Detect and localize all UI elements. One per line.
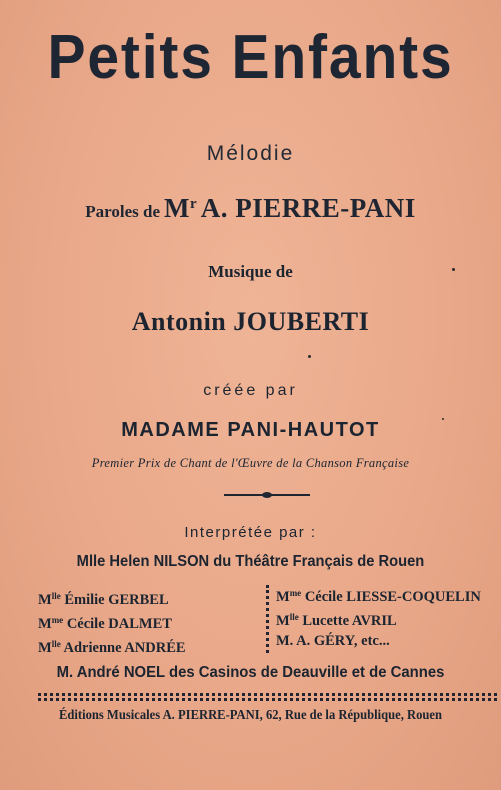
performers-right-column	[276, 581, 481, 653]
performer-title-sup: me	[289, 588, 302, 598]
performer-row	[276, 581, 481, 605]
lyrics-title-sup: r	[190, 196, 197, 212]
performer-name: Lucette AVRIL	[302, 613, 397, 629]
creator-honorific: MADAME	[121, 419, 221, 441]
performer-row	[276, 629, 481, 653]
performer-name: Cécile LIESSE-COQUELIN	[304, 589, 481, 605]
paper-speck	[442, 418, 444, 420]
performer-row	[38, 608, 186, 632]
creator-credit	[0, 419, 501, 442]
column-separator	[266, 585, 269, 653]
performer-title-sup: lle	[51, 639, 61, 649]
creator-award: Premier Prix de Chant de l'Œuvre de la Chanson Française	[91, 456, 410, 470]
lead-performer: Mlle Helen NILSON du Théâtre Français de Rouen	[76, 553, 425, 570]
lyricist-name: A. PIERRE-PANI	[200, 193, 416, 223]
performer-title-sup: me	[51, 615, 64, 625]
lyrics-title-abbr: M	[164, 193, 191, 223]
performers-left-column	[38, 584, 186, 656]
closing-performer: M. André NOEL des Casinos de Deauville et de Cannes	[56, 664, 445, 681]
performed-prefix: Interprétée par :	[184, 524, 317, 541]
performer-name: M. A. GÉRY, etc...	[276, 633, 390, 649]
performer-title: M	[276, 589, 290, 605]
performer-title: M	[38, 592, 52, 608]
performer-row	[38, 632, 186, 656]
performer-row	[38, 584, 186, 608]
paper-speck	[308, 355, 311, 358]
performer-title: M	[38, 616, 52, 632]
performer-row	[276, 605, 481, 629]
ornamental-divider	[224, 494, 310, 496]
performer-title-sup: lle	[51, 591, 61, 601]
lyrics-prefix: Paroles de	[85, 202, 161, 221]
performer-title-sup: lle	[289, 612, 299, 622]
song-genre: Mélodie	[206, 142, 295, 165]
performer-name: Émilie GERBEL	[64, 592, 169, 608]
publisher-line: Éditions Musicales A. PIERRE-PANI, 62, Rue de la République, Rouen	[58, 708, 443, 723]
lyrics-credit	[0, 193, 501, 224]
dotted-rule-bottom	[38, 698, 497, 701]
created-prefix: créée par	[203, 382, 298, 399]
composer-name: Antonin JOUBERTI	[131, 307, 370, 336]
performer-title: M	[38, 640, 52, 656]
music-prefix: Musique de	[208, 262, 293, 281]
performer-name: Adrienne ANDRÉE	[63, 640, 186, 656]
song-title: Petits Enfants	[47, 23, 454, 92]
dotted-rule-top	[38, 693, 497, 696]
creator-name: PANI-HAUTOT	[227, 419, 380, 441]
performer-title: M	[276, 613, 290, 629]
paper-speck	[452, 268, 455, 271]
performer-name: Cécile DALMET	[66, 616, 172, 632]
